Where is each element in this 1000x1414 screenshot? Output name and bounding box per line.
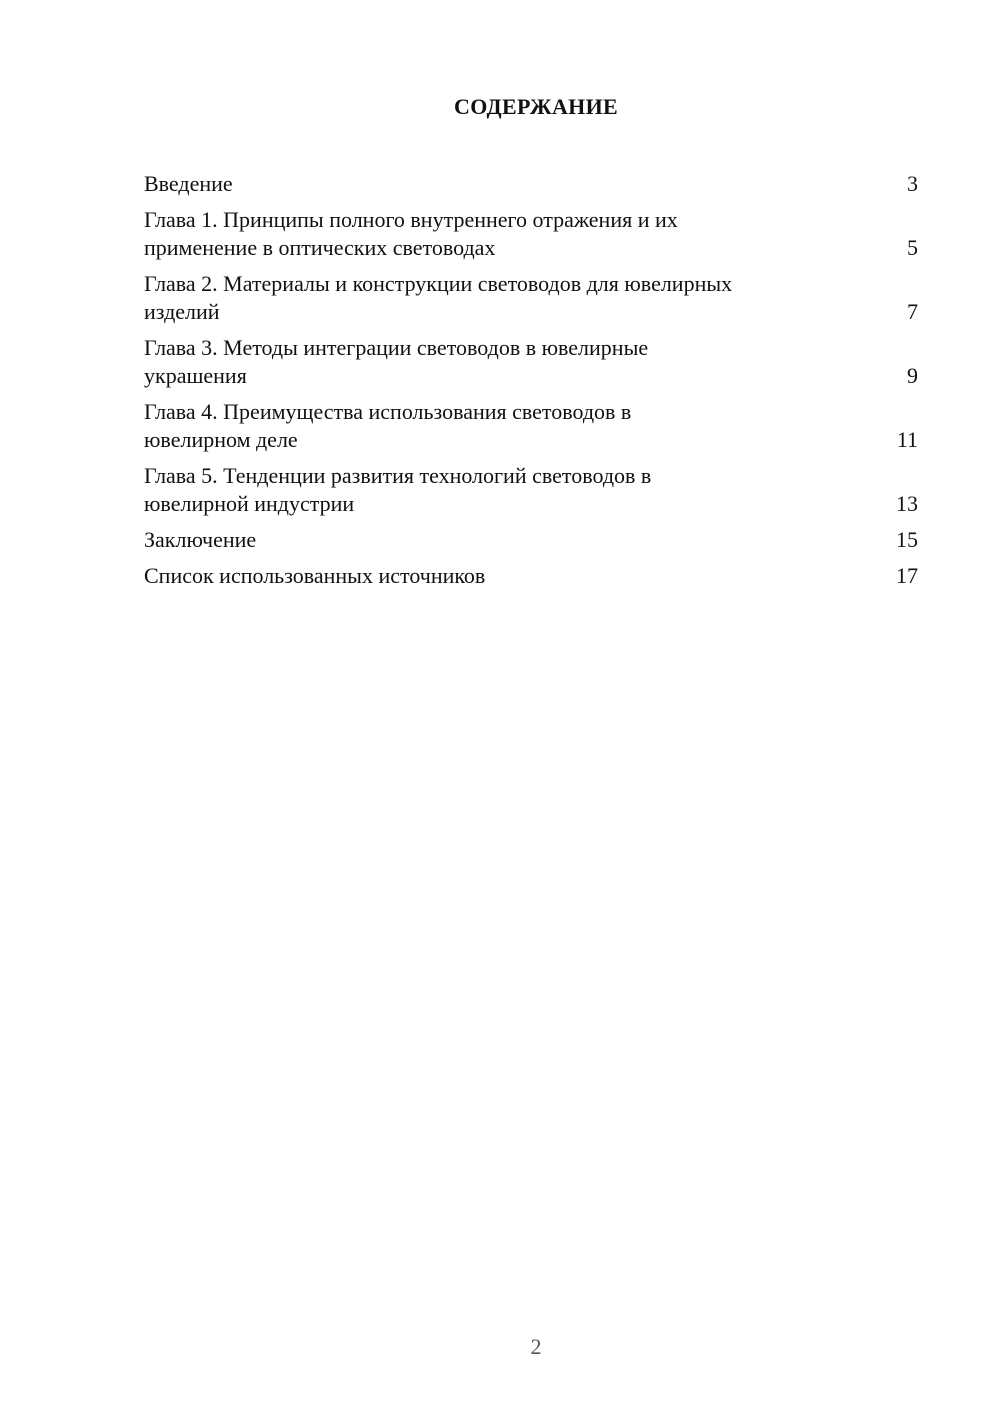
toc-entry-line: украшения xyxy=(144,363,247,388)
toc-entry-line: ювелирной индустрии xyxy=(144,491,355,516)
toc-entry-line: изделий xyxy=(144,299,220,324)
toc-entry-line: Глава 5. Тенденции развития технологий световодов в xyxy=(144,463,652,488)
toc-entry-title xyxy=(144,170,888,198)
toc-entry-line: Заключение xyxy=(144,527,257,552)
toc-entry-line: Глава 1. Принципы полного внутреннего отражения и их xyxy=(144,207,678,232)
toc-entry-line: Глава 4. Преимущества использования световодов в xyxy=(144,399,632,424)
toc-entry-conclusion xyxy=(144,526,918,554)
toc-entry-chapter-1 xyxy=(144,206,918,262)
toc-entry-page: 5 xyxy=(907,235,918,260)
toc-entry-page: 11 xyxy=(896,427,918,452)
toc-entry-line: Глава 2. Материалы и конструкции световодов для ювелирных xyxy=(144,271,733,296)
toc-entry-page: 17 xyxy=(896,563,918,588)
toc-entry-page: 9 xyxy=(907,363,918,388)
toc-entry-title xyxy=(144,206,888,262)
toc-entry-page: 7 xyxy=(907,299,918,324)
toc-entry-title xyxy=(144,462,888,518)
toc-entry-title xyxy=(144,398,888,454)
toc-entry-title xyxy=(144,270,888,326)
toc-entry-title xyxy=(144,526,888,554)
toc-entry-page: 15 xyxy=(896,527,918,552)
toc-entry-line: применение в оптических световодах xyxy=(144,235,496,260)
toc-entry-line: ювелирном деле xyxy=(144,427,298,452)
toc-entry-line: Глава 3. Методы интеграции световодов в ювелирные xyxy=(144,335,649,360)
toc-entry-title xyxy=(144,334,888,390)
toc-entry-page: 3 xyxy=(907,171,918,196)
toc-entry-line: Введение xyxy=(144,171,233,196)
toc-entry-chapter-5 xyxy=(144,462,918,518)
toc-entry-chapter-3 xyxy=(144,334,918,390)
toc-entry-references xyxy=(144,562,918,590)
toc-entry-chapter-2 xyxy=(144,270,918,326)
page-title: СОДЕРЖАНИЕ xyxy=(454,94,618,119)
toc-entry-title xyxy=(144,562,888,590)
table-of-contents xyxy=(144,170,918,598)
page-number: 2 xyxy=(530,1334,542,1359)
toc-entry-chapter-4 xyxy=(144,398,918,454)
toc-entry-line: Список использованных источников xyxy=(144,563,486,588)
toc-entry-introduction xyxy=(144,170,918,198)
toc-entry-page: 13 xyxy=(896,491,918,516)
